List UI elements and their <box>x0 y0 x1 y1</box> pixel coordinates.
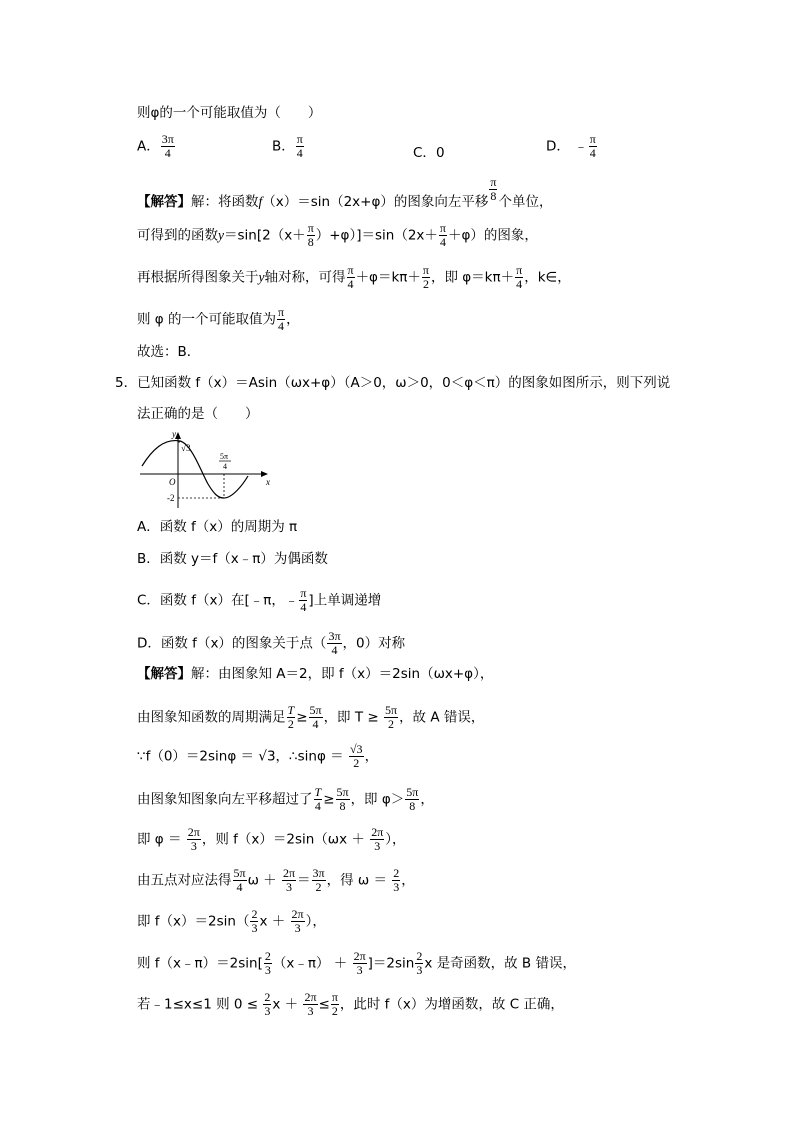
question-stem: 已知函数 f（x）＝Asin（ωx+φ）（A＞0，ω＞0，0＜φ＜π）的图象如图所示，则下列说 <box>137 375 671 391</box>
y-min-label: -2 <box>167 493 175 503</box>
fraction: $\frac{3\pi}{4}$ <box>328 629 341 657</box>
q5-stem-line-1 <box>115 374 670 392</box>
q4-answer-line-4: 则 φ 的一个可能取值为 $\frac{\pi}{4}$ ， <box>137 305 300 333</box>
question-number: 5． <box>115 375 138 391</box>
q4-option-c[interactable] <box>413 141 445 161</box>
fraction: $\frac{2\pi}{3}$ <box>371 825 384 853</box>
origin-label: O <box>169 477 176 487</box>
fraction: $\frac{2\pi}{3}$ <box>282 866 296 894</box>
q4-answer-line-3: 再根据所得图象关于y轴对称，可得 $\frac{\pi}{4}$ ＋φ＝kπ＋ $\frac{\pi}{2}$ ，即 φ＝kπ＋ $\frac{\pi}{4}$ ，k∈， <box>137 263 571 291</box>
fraction: $\frac{\pi}{4}$ <box>300 586 307 614</box>
fraction: $\frac{5\pi}{4}$ <box>233 866 246 894</box>
answer-tag: 【解答】 <box>137 194 191 210</box>
q4-option-a[interactable] <box>137 133 176 160</box>
fraction: $\frac{\pi}{4}$ <box>516 263 523 291</box>
fraction: $\frac{2}{3}$ <box>416 949 423 977</box>
minus-sign: ﹣ <box>574 138 588 155</box>
fraction: $\frac{2\pi}{3}$ <box>187 825 200 853</box>
q5-stem-line-2: 法正确的是（ ） <box>137 406 259 422</box>
fraction: $\frac{5\pi}{4}$ <box>309 703 322 731</box>
fraction: $\frac{\pi}{4}$ <box>589 132 596 160</box>
q5-answer-line-7: 即 f（x）＝2sin（ $\frac{2}{3}$ x ＋ $\frac{2\pi}{3}$ ）， <box>137 907 326 935</box>
fraction: $\frac{\pi}{2}$ <box>331 990 338 1018</box>
q5-answer-line-6: 由五点对应法得 $\frac{5\pi}{4}$ ω ＋ $\frac{2\pi}{3}$ ＝ $\frac{3\pi}{2}$ ，得 ω ＝ $\frac{2}{3}$ ， <box>137 866 415 894</box>
answer-tag: 【解答】 <box>137 666 191 682</box>
option-value: 0 <box>435 145 445 161</box>
fraction: $\frac{\pi}{4}$ <box>278 305 285 333</box>
q5-answer-line-3: ∵f（0）＝2sinφ ＝ √3，∴sinφ ＝ $\frac{√3}{2}$ ， <box>137 742 379 770</box>
q5-answer-line-9: 若﹣1≤x≤1 则 0 ≤ $\frac{2}{3}$ x ＋ $\frac{2\pi}{3}$ ≤ $\frac{\pi}{2}$ ，此时 f（x）为增函数，故 C 正确， <box>137 990 564 1018</box>
q5-answer-line-2: 由图象知函数的周期满足 $\frac{T}{2}$ ≥ $\frac{5\pi}{4}$ ，即 T ≥ $\frac{5\pi}{2}$ ，故 A 错误， <box>137 703 485 731</box>
x-axis-label: x <box>266 477 270 487</box>
fraction: $\frac{5\pi}{2}$ <box>385 703 398 731</box>
fraction: $\frac{T}{4}$ <box>314 785 322 813</box>
fraction: $\frac{3\pi}{2}$ <box>312 866 325 894</box>
fraction: $\frac{2}{3}$ <box>251 907 258 935</box>
fraction: $\frac{2}{3}$ <box>264 949 271 977</box>
fraction: $\frac{\pi}{4}$ <box>296 132 303 160</box>
sine-curve <box>142 441 248 498</box>
q5-answer-line-1: 【解答】解：由图象知 A＝2，即 f（x）＝2sin（ωx+φ）， <box>137 666 494 682</box>
fraction: $\frac{2\pi}{3}$ <box>304 990 317 1018</box>
y-axis-label: y <box>172 429 176 439</box>
sine-graph <box>138 428 278 512</box>
q4-option-b[interactable] <box>272 133 305 160</box>
q5-option-d[interactable]: D．函数 f（x）的图象关于点（ $\frac{3\pi}{4}$ ，0）对称 <box>137 629 406 657</box>
fraction: $\frac{√3}{2}$ <box>349 742 363 770</box>
q4-answer-line-5: 故选：B． <box>137 344 201 360</box>
q5-option-a[interactable]: A．函数 f（x）的周期为 π <box>137 519 298 535</box>
fraction: $\frac{2}{3}$ <box>393 866 400 894</box>
q5-option-c[interactable]: C．函数 f（x）在[﹣π，﹣ $\frac{\pi}{4}$ ]上单调递增 <box>137 586 382 614</box>
fraction: $\frac{3\pi}{4}$ <box>161 132 174 160</box>
option-label: D． <box>546 138 570 155</box>
fraction: $\frac{5\pi}{8}$ <box>336 785 349 813</box>
x-mark-den: 4 <box>223 462 227 471</box>
fraction: $\frac{\pi}{2}$ <box>422 263 429 291</box>
q5-answer-line-4: 由图象知图象向左平移超过了 $\frac{T}{4}$ ≥ $\frac{5\pi}{8}$ ，即 φ＞ $\frac{5\pi}{8}$ ， <box>137 785 434 813</box>
option-label: A． <box>137 138 160 155</box>
fraction: $\frac{2\pi}{3}$ <box>291 907 304 935</box>
q4-answer-line-1: 【解答】解：将函数f（x）＝sin（2x+φ）的图象向左平移 $\frac{\pi}{8}$ 个单位， <box>137 175 553 210</box>
y-value-label: √3 <box>181 443 191 453</box>
q4-option-d[interactable] <box>546 133 598 160</box>
q5-option-b[interactable]: B．函数 y＝f（x﹣π）为偶函数 <box>137 551 328 567</box>
q4-answer-line-2: 可得到的函数y＝sin[2（x＋ $\frac{\pi}{8}$ ）+φ）]＝sin（2x＋ $\frac{\pi}{4}$ ＋φ）的图象， <box>137 221 538 249</box>
q5-answer-line-5: 即 φ ＝ $\frac{2\pi}{3}$ ，则 f（x）＝2sin（ωx ＋ $\frac{2\pi}{3}$ ）， <box>137 825 406 853</box>
q5-answer-line-8: 则 f（x﹣π）＝2sin[ $\frac{2}{3}$ （x﹣π） ＋ $\frac{2\pi}{3}$ ]＝2sin $\frac{2}{3}$ x 是奇函数，故 B 错误， <box>137 949 576 977</box>
option-label: B． <box>272 138 295 155</box>
fraction: $\frac{\pi}{8}$ <box>490 175 497 203</box>
fraction: $\frac{5\pi}{8}$ <box>406 785 419 813</box>
fraction: $\frac{2\pi}{3}$ <box>353 949 366 977</box>
q4-stem-tail: 则φ的一个可能取值为（ ） <box>137 105 322 121</box>
x-mark-num: 5π <box>220 452 229 461</box>
fraction: $\frac{\pi}{4}$ <box>439 221 446 249</box>
fraction: $\frac{T}{2}$ <box>287 703 295 731</box>
option-label: C． <box>413 145 436 161</box>
fraction: $\frac{\pi}{8}$ <box>307 221 314 249</box>
fraction: $\frac{\pi}{4}$ <box>347 263 354 291</box>
fraction: $\frac{2}{3}$ <box>264 990 271 1018</box>
